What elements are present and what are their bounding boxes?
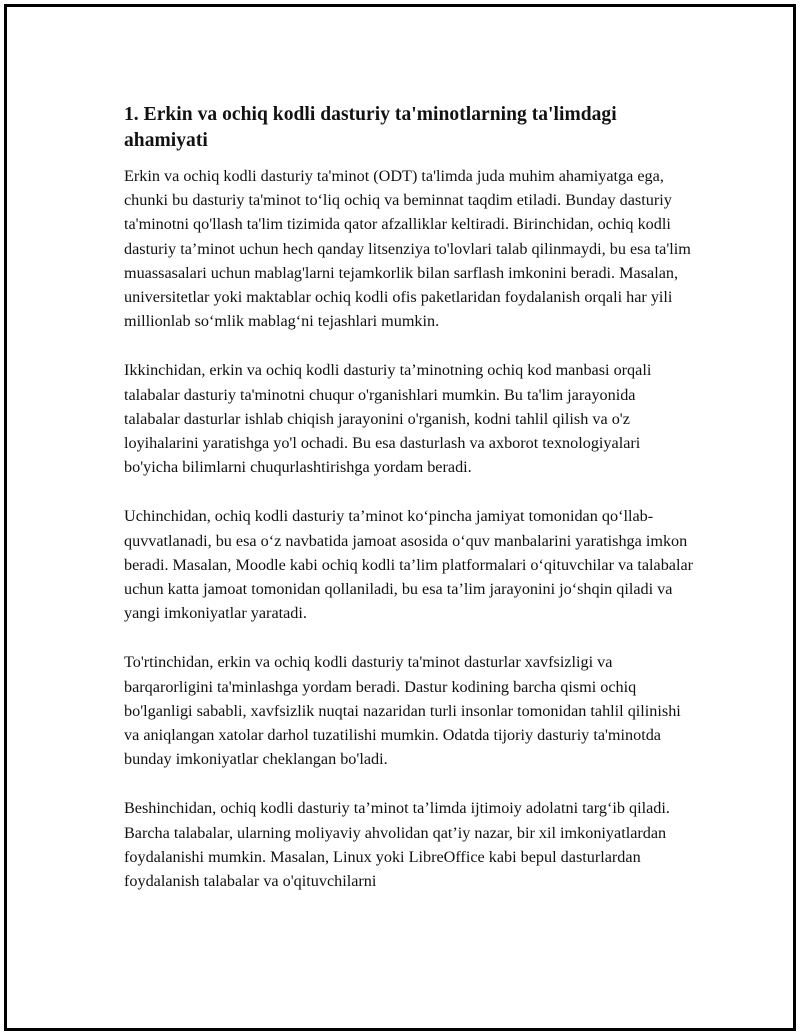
paragraph-3: Uchinchidan, ochiq kodli dasturiy ta’minot ko‘pincha jamiyat tomonidan qo‘llab-quvvatlanadi, bu esa o‘z navbatida jamoat asosida o‘quv manbalarini yaratishga imkon beradi. Masalan, Moodle kabi ochiq kodli ta’lim platformalari o‘qituvchilar va talabalar uchun katta jamoat tomonidan qollaniladi, bu esa ta’lim jarayonini jo‘shqin qiladi va yangi imkoniyatlar yaratadi. — [124, 507, 694, 623]
document-body — [124, 102, 694, 918]
page-frame — [4, 4, 796, 1031]
paragraph-4: To'rtinchidan, erkin va ochiq kodli dasturiy ta'minot dasturlar xavfsizligi va barqarorligini ta'minlashga yordam beradi. Dastur kodining barcha qismi ochiq bo'lganligi sababli, xavfsizlik nuqtai nazaridan turli insonlar tomonidan tahlil qilinishi va aniqlangan xatolar darhol tuzatilishi mumkin. Odatda tijoriy dasturiy ta'minotda bunday imkoniyatlar cheklangan bo'ladi. — [124, 653, 681, 769]
paragraph-2: Ikkinchidan, erkin va ochiq kodli dasturiy ta’minotning ochiq kod manbasi orqali talabalar dasturiy ta'minotni chuqur o'rganishlari mumkin. Bu ta'lim jarayonida talabalar dasturlar ishlab chiqish jarayonini o'rganish, kodni tahlil qilish va o'z loyihalarini yaratishga yo'l ochadi. Bu esa dasturlash va axborot texnologiyalari bo'yicha bilimlarni chuqurlashtirishga yordam beradi. — [124, 361, 652, 477]
section-heading: 1. Erkin va ochiq kodli dasturiy ta'minotlarning ta'limdagi ahamiyati — [124, 104, 617, 151]
paragraph-1: Erkin va ochiq kodli dasturiy ta'minot (ODT) ta'limda juda muhim ahamiyatga ega, chunki bu dasturiy ta'minot to‘liq ochiq va beminnat taqdim etiladi. Bunday dasturiy ta'minotni qo'llash ta'lim tizimida qator afzalliklar keltiradi. Birinchidan, ochiq kodli dasturiy ta’minot uchun hech qanday litsenziya to'lovlari talab qilinmaydi, bu esa ta'lim muassasalari uchun mablag'larni tejamkorlik bilan sarflash imkonini beradi. Masalan, universitetlar yoki maktablar ochiq kodli ofis paketlaridan foydalanish orqali har yili millionlab so‘mlik mablag‘ni tejashlari mumkin. — [124, 167, 691, 331]
paragraph-5: Beshinchidan, ochiq kodli dasturiy ta’minot ta’limda ijtimoiy adolatni targ‘ib qiladi. Barcha talabalar, ularning moliyaviy ahvolidan qat’iy nazar, bir xil imkoniyatlardan foydalanishi mumkin. Masalan, Linux yoki LibreOffice kabi bepul dasturlardan foydalanish talabalar va o'qituvchilarni — [124, 799, 670, 891]
